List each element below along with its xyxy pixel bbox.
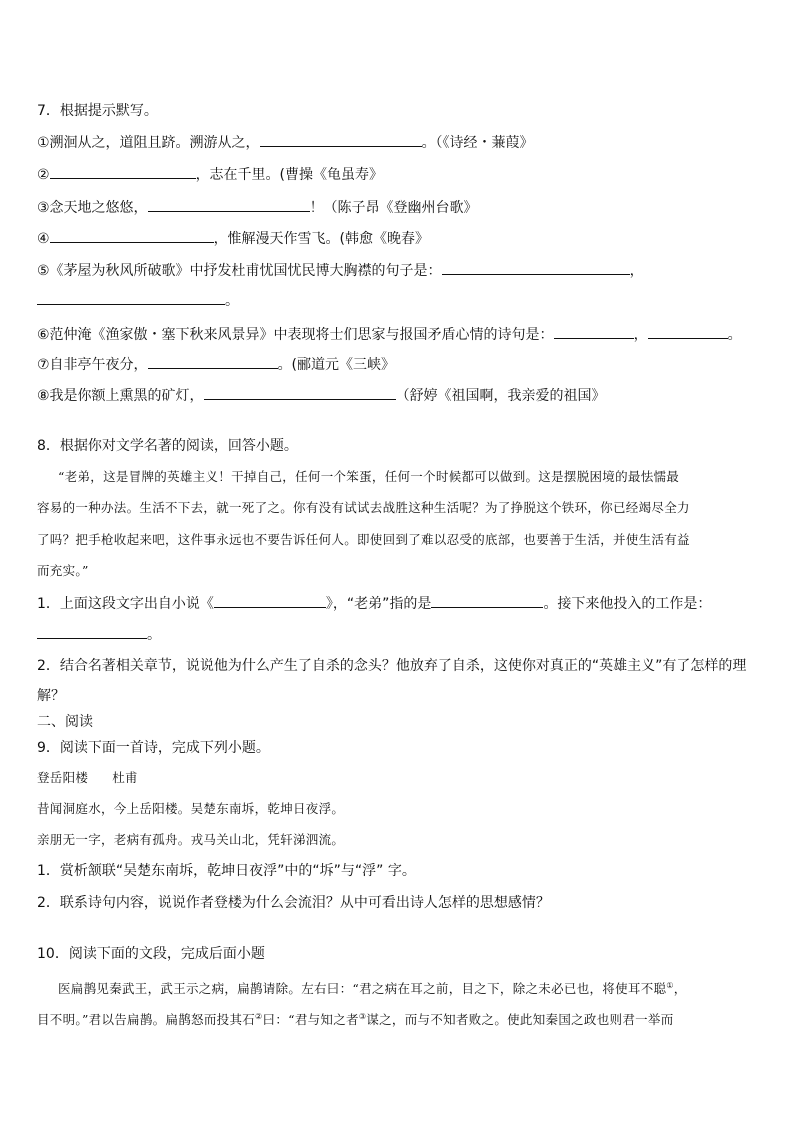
text: 谋之，而与不知者败之。使此知秦国之政也则君一举而 [366, 1012, 674, 1028]
q7-line-5 [37, 260, 644, 281]
q8-subq-1 [37, 593, 711, 614]
q9-subq-2: 2．联系诗句内容，说说作者登楼为什么会流泪？从中可看出诗人怎样的思想感情？ [37, 895, 550, 911]
footnote-mark: ③ [358, 1012, 367, 1021]
poem-heading [37, 768, 138, 788]
q8-passage-line: 容易的一种办法。生活不下去，就一死了之。你有没有试试去战胜这种生活呢？为了挣脱这个铁环，你已经竭尽全力 [37, 500, 690, 515]
q8-title: 8．根据你对文学名著的阅读，回答小题。 [37, 438, 298, 454]
text: 目不明。”君以告扁鹊。扁鹊怒而投其石 [37, 1012, 256, 1028]
answer-blank[interactable] [204, 385, 396, 400]
poem-title: 登岳阳楼 [37, 770, 89, 785]
answer-blank[interactable] [554, 324, 634, 339]
footnote-mark: ② [255, 1012, 263, 1021]
answer-blank[interactable] [648, 324, 728, 339]
text: 。（《诗经・蒹葭》 [421, 135, 534, 151]
answer-blank[interactable] [442, 260, 630, 275]
text: ⑦自非亭午夜分， [37, 357, 148, 373]
text: 1．上面这段文字出自小说《 [37, 596, 214, 612]
answer-blank[interactable] [260, 132, 422, 147]
text: ①溯洄从之，道阻且跻。溯游从之， [37, 135, 260, 151]
text: ， [673, 981, 687, 997]
text: （舒婷《祖国啊，我亲爱的祖国》 [395, 388, 606, 404]
q7-line-7 [37, 354, 395, 375]
text: 曰：“君与知之者 [262, 1012, 359, 1028]
text: 。 [225, 293, 239, 309]
q10-title: 10．阅读下面的文段，完成后面小题 [37, 946, 265, 962]
text: ，志在千里。(曹操《龟虽寿》 [195, 167, 384, 183]
answer-blank[interactable] [50, 228, 214, 243]
q7-line-6 [37, 324, 742, 345]
section-heading: 二、阅读 [37, 714, 93, 730]
answer-blank[interactable] [214, 593, 326, 608]
q7-title: 7．根据提示默写。 [37, 103, 158, 119]
text: ⑥范仲淹《渔家傲・塞下秋来风景异》中表现将士们思家与报国矛盾心情的诗句是： [37, 327, 554, 343]
q8-passage-line: “老弟，这是冒牌的英雄主义！干掉自己，任何一个笨蛋，任何一个时候都可以做到。这是摆脱困境的最怯懦最 [58, 469, 680, 484]
text: 。接下来他投入的工作是： [543, 596, 712, 612]
text: 医扁鹊见秦武王，武王示之病，扁鹊请除。左右曰：“君之病在耳之前，目之下，除之未必已也，将使耳不聪 [58, 981, 667, 997]
text: 。 [147, 627, 161, 643]
text: ⑧我是你额上熏黑的矿灯， [37, 388, 204, 404]
q8-passage-line: 了吗？把手枪收起来吧，这件事永远也不要告诉任何人。即使回到了难以忍受的底部，也要善于生活，并使生活有益 [37, 532, 690, 547]
answer-blank[interactable] [37, 624, 147, 639]
text: ， [629, 263, 644, 279]
q8-subq-2: 2．结合名著相关章节，说说他为什么产生了自杀的念头？他放弃了自杀，这使你对真正的“英雄主义”有了怎样的理 [37, 658, 747, 674]
q7-line-4 [37, 228, 429, 249]
q7-line-8 [37, 385, 606, 406]
q7-line-5-cont [37, 290, 239, 311]
answer-blank[interactable] [148, 354, 278, 369]
poem-line: 昔闻洞庭水，今上岳阳楼。吴楚东南坼，乾坤日夜浮。 [37, 801, 345, 816]
text: 。 [727, 327, 742, 343]
q9-subq-1: 1．赏析颔联“吴楚东南坼，乾坤日夜浮”中的“坼”与“浮” 字。 [37, 863, 416, 879]
text: 。(郦道元《三峡》 [277, 357, 396, 373]
q10-passage-line [37, 1007, 674, 1030]
answer-blank[interactable] [37, 290, 225, 305]
q8-subq-2-cont: 解？ [37, 688, 65, 704]
q7-line-1 [37, 132, 534, 153]
text: 》，“老弟”指的是 [325, 596, 432, 612]
q7-line-2 [37, 164, 383, 185]
q7-line-3 [37, 197, 478, 218]
text: ⑤《茅屋为秋风所破歌》中抒发杜甫忧国忧民博大胸襟的句子是： [37, 263, 442, 279]
text: ③念天地之悠悠， [37, 200, 148, 216]
text: ， [633, 327, 648, 343]
q10-passage-line [58, 976, 687, 999]
text: ④ [37, 231, 50, 247]
answer-blank[interactable] [50, 164, 196, 179]
q9-title: 9．阅读下面一首诗，完成下列小题。 [37, 740, 270, 756]
poem-author: 杜甫 [112, 770, 138, 785]
text: ，惟解漫天作雪飞。(韩愈《晚春》 [213, 231, 430, 247]
text: ② [37, 167, 50, 183]
answer-blank[interactable] [148, 197, 310, 212]
poem-line: 亲朋无一字，老病有孤舟。戎马关山北，凭轩涕泗流。 [37, 832, 345, 847]
answer-blank[interactable] [431, 593, 543, 608]
text: ！（陈子昂《登幽州台歌》 [309, 200, 478, 216]
footnote-mark: ① [666, 981, 674, 990]
q8-passage-line: 而充实。” [37, 563, 89, 578]
q8-subq-1-cont [37, 624, 161, 645]
